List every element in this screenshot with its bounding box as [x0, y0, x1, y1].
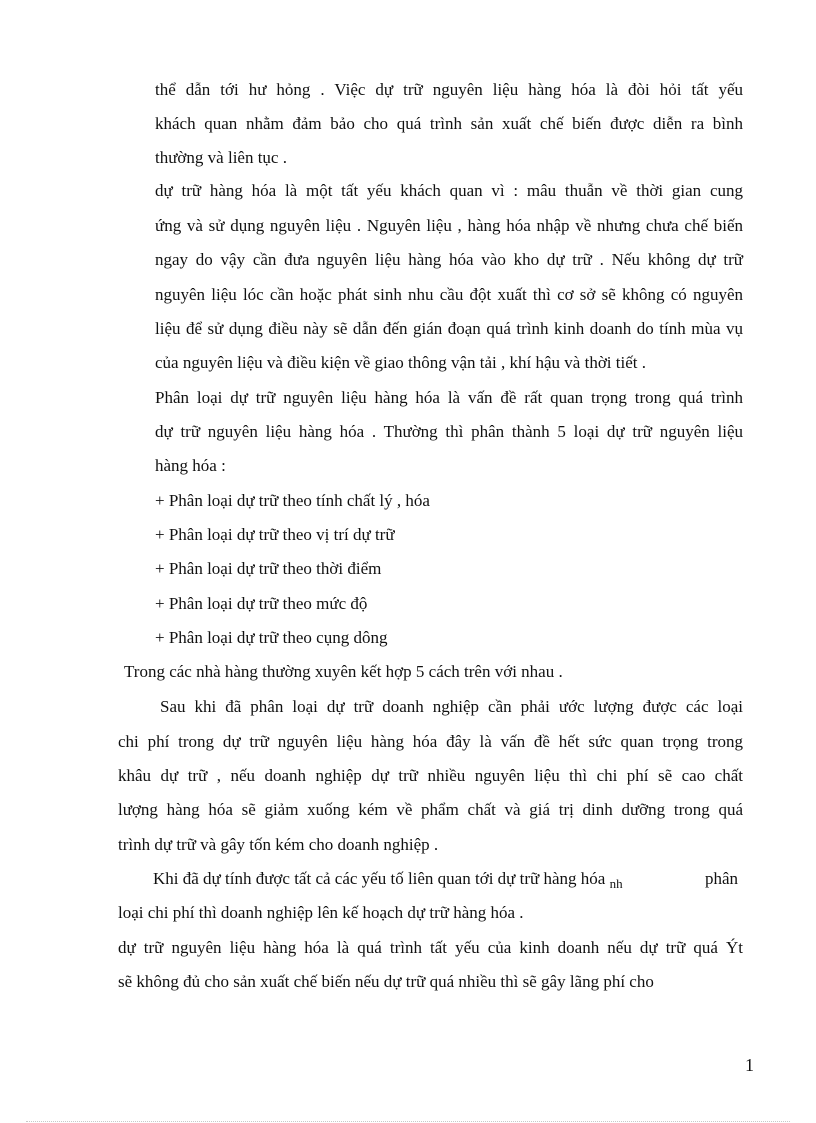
- paragraph-line: thể dẫn tới hư hỏng . Việc dự trữ nguyên liệu hàng hóa là đòi hỏi tất yếu: [155, 80, 743, 99]
- summary-line: Trong các nhà hàng thường xuyên kết hợp 5 cách trên với nhau .: [124, 662, 563, 681]
- paragraph-text: Khi đã dự tính được tất cả các yếu tố liên quan tới dự trữ hàng hóa: [153, 869, 606, 888]
- paragraph-line: khâu dự trữ , nếu doanh nghiệp dự trữ nhiều nguyên liệu thì chi phí sẽ cao chất: [118, 766, 743, 785]
- paragraph-line: dự trữ hàng hóa là một tất yếu khách quan vì : mâu thuẫn về thời gian cung: [155, 181, 743, 200]
- paragraph-line: dự trữ nguyên liệu hàng hóa là quá trình tất yếu của kinh doanh nếu dự trữ quá Ýt: [118, 938, 743, 957]
- paragraph-line: hàng hóa :: [155, 456, 226, 475]
- paragraph-line: Sau khi đã phân loại dự trữ doanh nghiệp cần phải ước lượng được các loại: [160, 697, 743, 716]
- paragraph-line: trình dự trữ và gây tốn kém cho doanh nghiệp .: [118, 835, 439, 854]
- paragraph-line: chi phí trong dự trữ nguyên liệu hàng hóa đây là vấn đề hết sức quan trọng trong: [118, 732, 743, 751]
- paragraph-line: khách quan nhằm đảm bảo cho quá trình sản xuất chế biến được diễn ra bình: [155, 114, 743, 133]
- list-item: + Phân loại dự trữ theo tính chất lý , hóa: [155, 491, 430, 510]
- paragraph-line: Phân loại dự trữ nguyên liệu hàng hóa là vấn đề rất quan trọng trong quá trình: [155, 388, 743, 407]
- paragraph-line: của nguyên liệu và điều kiện về giao thông vận tải , khí hậu và thời tiết .: [155, 353, 646, 372]
- paragraph-text-tail: phân: [705, 869, 739, 888]
- paragraph-line-with-subscript: [153, 869, 623, 890]
- paragraph-line: thường và liên tục .: [155, 148, 287, 167]
- paragraph-line: lượng hàng hóa sẽ giảm xuống kém về phẩm chất và giá trị dinh dưỡng trong quá: [118, 800, 743, 819]
- subscript-text: nh: [609, 876, 623, 891]
- paragraph-line: liệu để sử dụng điều này sẽ dẫn đến gián đoạn quá trình kinh doanh do tính mùa vụ: [155, 319, 743, 338]
- list-item: + Phân loại dự trữ theo cụng dông: [155, 628, 388, 647]
- page-number: 1: [745, 1055, 754, 1075]
- paragraph-line: ngay do vậy cần đưa nguyên liệu hàng hóa vào kho dự trữ . Nếu không dự trữ: [155, 250, 743, 269]
- list-item: + Phân loại dự trữ theo thời điểm: [155, 559, 382, 578]
- paragraph-line: sẽ không đủ cho sản xuất chế biến nếu dự trữ quá nhiều thì sẽ gây lãng phí cho: [118, 972, 654, 991]
- paragraph-line: nguyên liệu lóc cần hoặc phát sinh nhu cầu đột xuất thì cơ sở sẽ không có nguyên: [155, 285, 743, 304]
- footer-divider: [26, 1121, 790, 1122]
- paragraph-line: dự trữ nguyên liệu hàng hóa . Thường thì phân thành 5 loại dự trữ nguyên liệu: [155, 422, 743, 441]
- paragraph-line: ứng và sử dụng nguyên liệu . Nguyên liệu , hàng hóa nhập về nhưng chưa chế biến: [155, 216, 743, 235]
- list-item: + Phân loại dự trữ theo vị trí dự trữ: [155, 525, 395, 544]
- paragraph-line: loại chi phí thì doanh nghiệp lên kế hoạch dự trữ hàng hóa .: [118, 903, 524, 922]
- list-item: + Phân loại dự trữ theo mức độ: [155, 594, 368, 613]
